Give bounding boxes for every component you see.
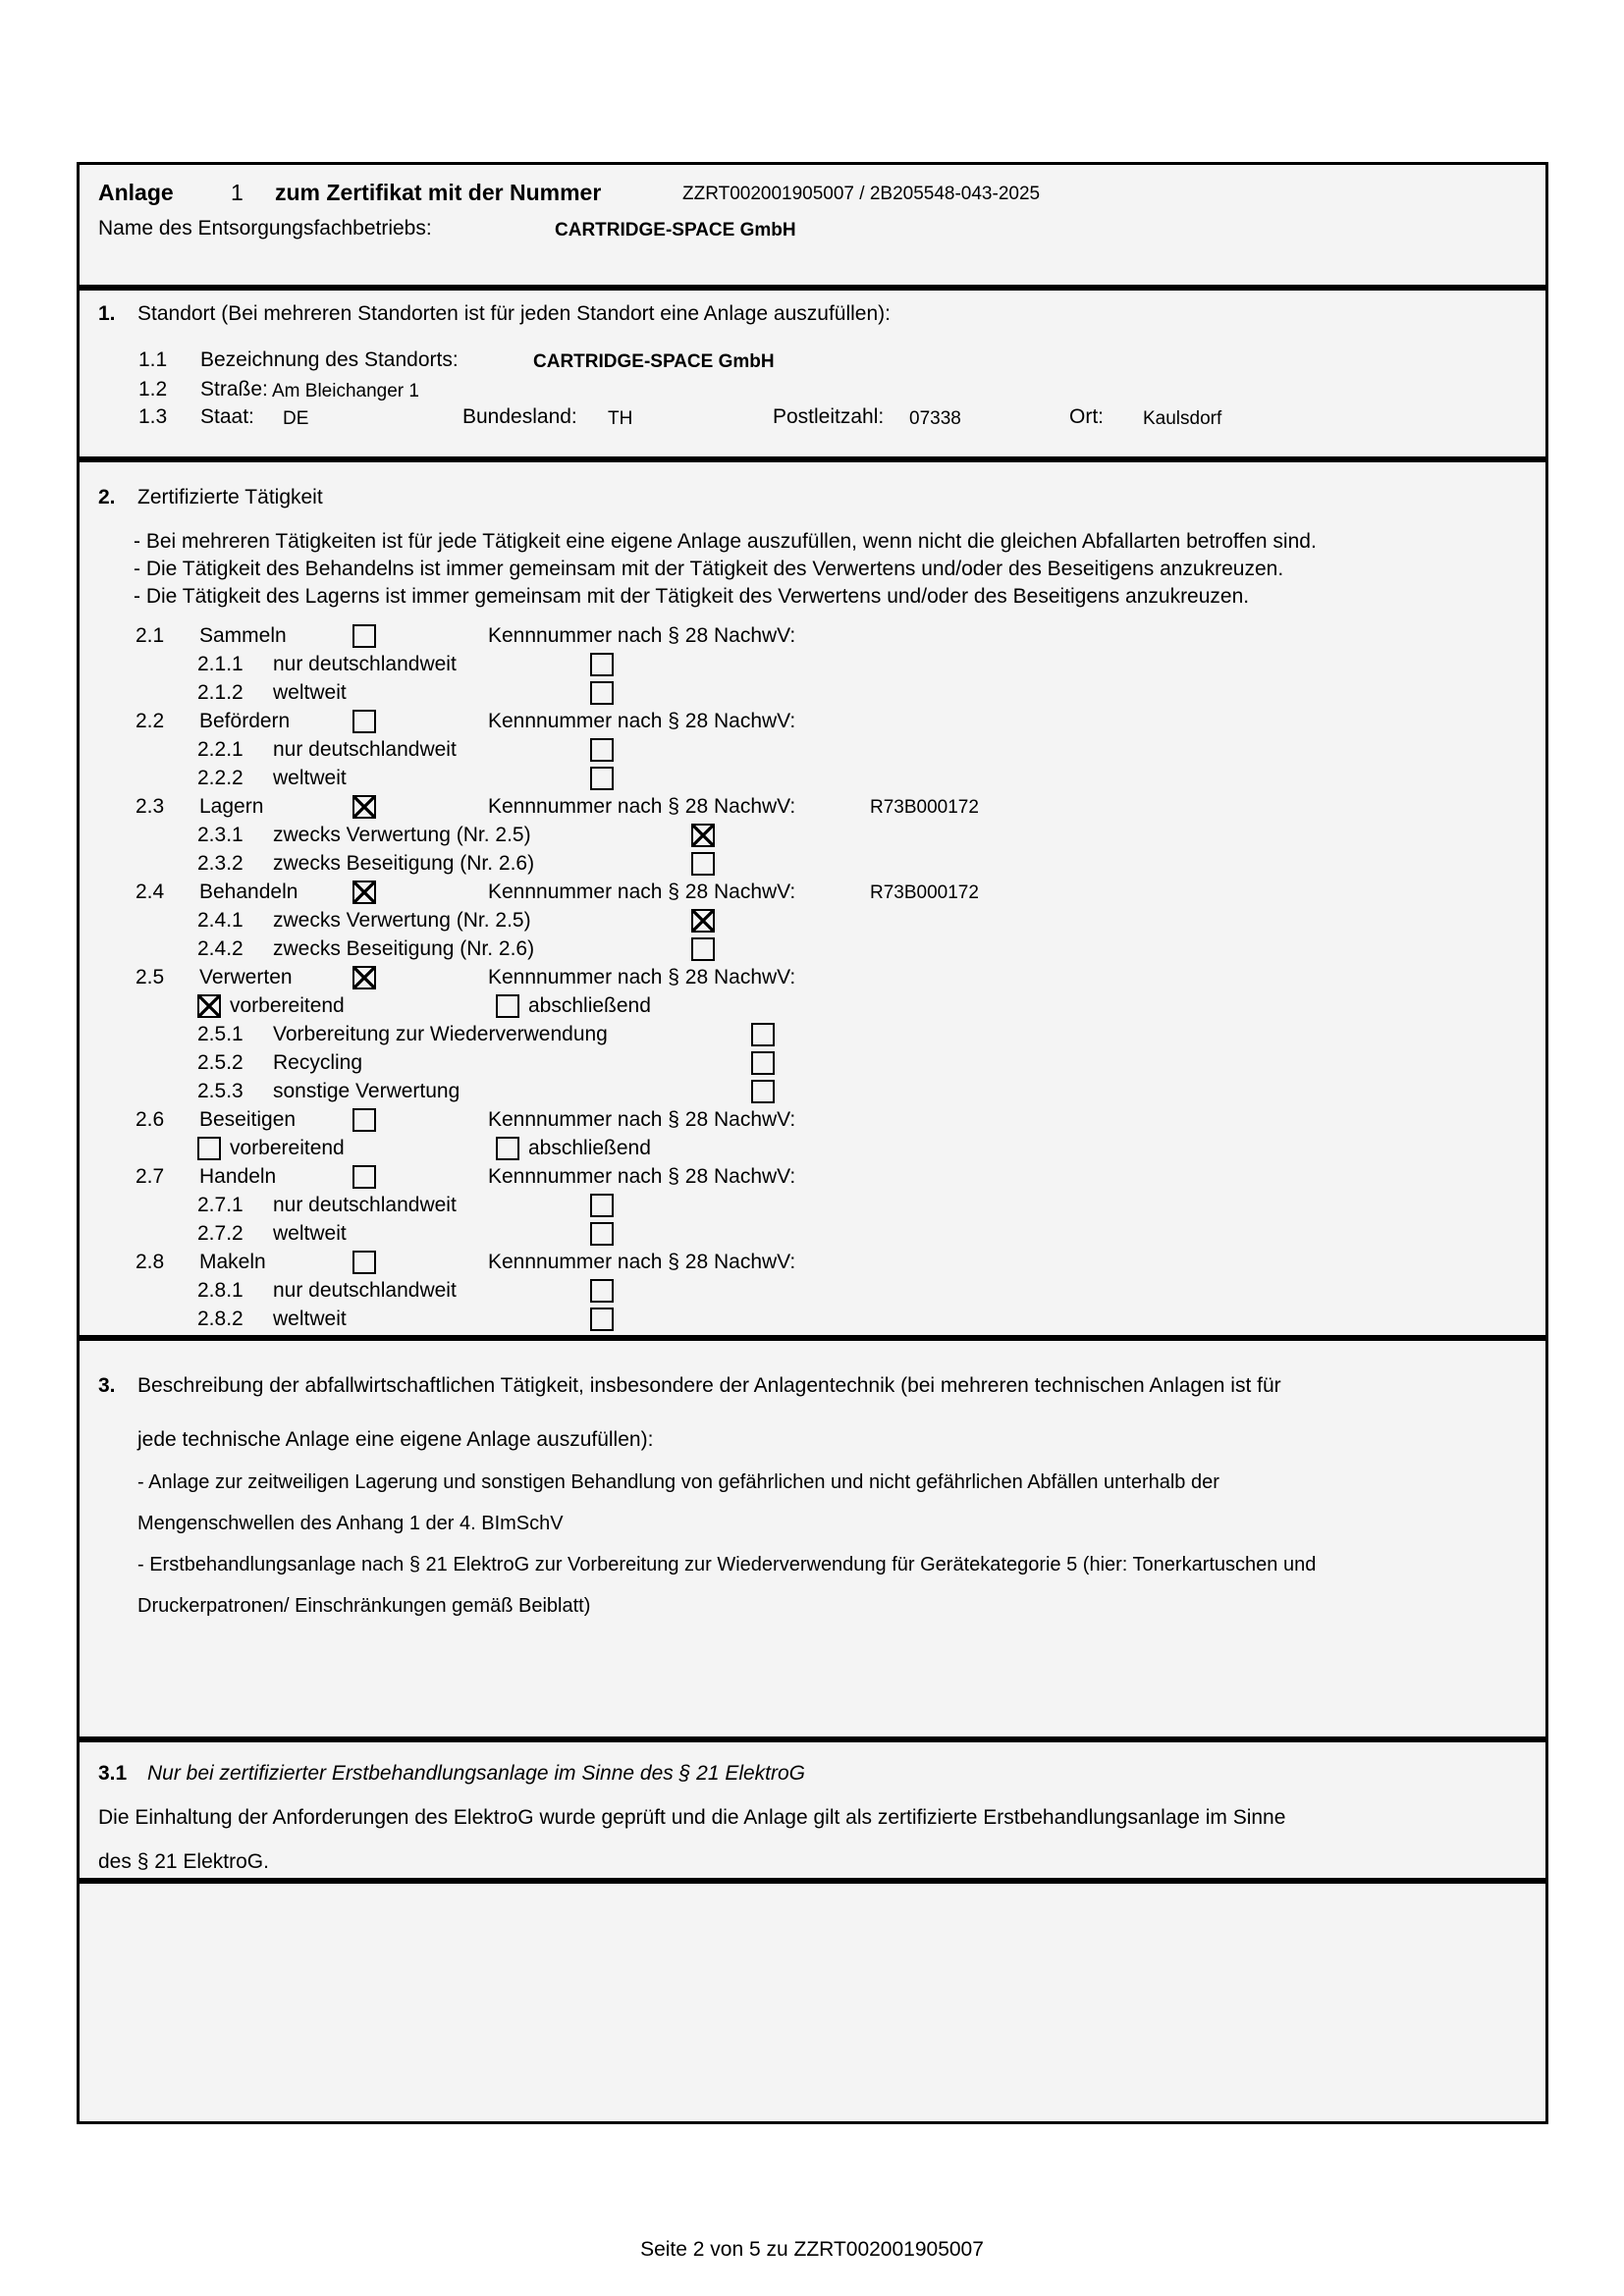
activity-label: nur deutschlandweit bbox=[273, 738, 457, 761]
row-number: 1.3 bbox=[138, 405, 168, 428]
activity-number: 2.3 bbox=[135, 795, 165, 818]
checkbox-vorbereitend[interactable] bbox=[197, 994, 221, 1018]
checkbox-befoerdern[interactable] bbox=[352, 710, 376, 733]
checkbox-lagern[interactable] bbox=[352, 795, 376, 819]
company-name: CARTRIDGE-SPACE GmbH bbox=[555, 220, 796, 240]
anlage-number: 1 bbox=[231, 180, 244, 205]
section3-1-title: Nur bei zertifizierter Erstbehandlungsanlage im Sinne des § 21 ElektroG bbox=[147, 1762, 806, 1785]
checkbox-abschliessend[interactable] bbox=[496, 994, 519, 1018]
activity-row-2-8-1 bbox=[80, 1276, 1545, 1305]
activity-label: nur deutschlandweit bbox=[273, 1279, 457, 1302]
activity-number: 2.7.2 bbox=[197, 1222, 244, 1245]
section2-note: - Die Tätigkeit des Lagerns ist immer gemeinsam mit der Tätigkeit des Verwertens und/oder des Beseitigens anzukreuzen. bbox=[134, 585, 1250, 608]
activity-number: 2.2.2 bbox=[197, 767, 244, 789]
activity-row-2-1 bbox=[80, 621, 1545, 650]
staat-label: Staat: bbox=[200, 405, 254, 428]
activity-label: weltweit bbox=[273, 681, 347, 704]
section3-description-line: - Erstbehandlungsanlage nach § 21 ElektroG zur Vorbereitung zur Wiederverwendung für Gerätekategorie 5 (hier: Tonerkartuschen und bbox=[137, 1554, 1317, 1575]
header-box bbox=[77, 162, 1548, 288]
bundesland-value: TH bbox=[608, 408, 633, 429]
bundesland-label: Bundesland: bbox=[462, 405, 577, 428]
activity-label: nur deutschlandweit bbox=[273, 653, 457, 675]
checkbox-2-8-2[interactable] bbox=[590, 1308, 614, 1331]
row-label: Bezeichnung des Standorts: bbox=[200, 348, 459, 371]
vorbereitend-label: vorbereitend bbox=[230, 994, 345, 1017]
activity-label: Befördern bbox=[199, 710, 291, 732]
activity-label: weltweit bbox=[273, 1308, 347, 1330]
activity-number: 2.5.3 bbox=[197, 1080, 244, 1102]
kennnummer-label: Kennnummer nach § 28 NachwV: bbox=[488, 795, 796, 818]
checkbox-abschliessend[interactable] bbox=[496, 1137, 519, 1160]
abschliessend-label: abschließend bbox=[528, 994, 651, 1017]
section3-title-line: Beschreibung der abfallwirtschaftlichen Tätigkeit, insbesondere der Anlagentechnik (bei mehreren technischen Anlagen ist für bbox=[137, 1374, 1281, 1397]
ort-label: Ort: bbox=[1069, 405, 1104, 428]
activity-row-2-6-prep bbox=[80, 1134, 1545, 1162]
activity-number: 2.1.1 bbox=[197, 653, 244, 675]
activity-row-2-3 bbox=[80, 792, 1545, 821]
checkbox-2-7-2[interactable] bbox=[590, 1222, 614, 1246]
activity-number: 2.4.1 bbox=[197, 909, 244, 932]
activity-row-2-2-2 bbox=[80, 764, 1545, 792]
activity-row-2-7-1 bbox=[80, 1191, 1545, 1219]
activity-row-2-7 bbox=[80, 1162, 1545, 1191]
checkbox-vorbereitend[interactable] bbox=[197, 1137, 221, 1160]
section3-description-line: Druckerpatronen/ Einschränkungen gemäß Beiblatt) bbox=[137, 1595, 591, 1617]
checkbox-2-3-2[interactable] bbox=[691, 852, 715, 876]
activity-label: sonstige Verwertung bbox=[273, 1080, 460, 1102]
section3-1-number: 3.1 bbox=[98, 1762, 128, 1785]
standort-row-strasse bbox=[80, 375, 1545, 404]
checkbox-2-1-2[interactable] bbox=[590, 681, 614, 705]
strasse-value: Am Bleichanger 1 bbox=[272, 381, 419, 401]
checkbox-verwerten[interactable] bbox=[352, 966, 376, 989]
section-elektrog bbox=[77, 1739, 1548, 1881]
checkbox-2-4-1[interactable] bbox=[691, 909, 715, 933]
company-label: Name des Entsorgungsfachbetriebs: bbox=[98, 217, 432, 240]
section2-note: - Bei mehreren Tätigkeiten ist für jede Tätigkeit eine eigene Anlage auszufüllen, wenn nicht die gleichen Abfallarten betroffen sind. bbox=[134, 530, 1317, 553]
activity-row-2-4 bbox=[80, 878, 1545, 906]
activity-label: Lagern bbox=[199, 795, 264, 818]
row-number: 1.1 bbox=[138, 348, 168, 371]
activity-label: zwecks Verwertung (Nr. 2.5) bbox=[273, 909, 531, 932]
activity-label: Behandeln bbox=[199, 881, 298, 903]
vorbereitend-label: vorbereitend bbox=[230, 1137, 345, 1159]
certificate-number: ZZRT002001905007 / 2B205548-043-2025 bbox=[682, 184, 1041, 204]
activity-label: Handeln bbox=[199, 1165, 277, 1188]
row-number: 1.2 bbox=[138, 378, 168, 400]
section3-1-body-line: Die Einhaltung der Anforderungen des ElektroG wurde geprüft und die Anlage gilt als zertifizierte Erstbehandlungsanlage im Sinne bbox=[98, 1806, 1286, 1829]
activity-label: zwecks Beseitigung (Nr. 2.6) bbox=[273, 937, 535, 960]
activity-number: 2.4.2 bbox=[197, 937, 244, 960]
ort-value: Kaulsdorf bbox=[1143, 408, 1222, 429]
kennnummer-label: Kennnummer nach § 28 NachwV: bbox=[488, 881, 796, 903]
checkbox-2-5-2[interactable] bbox=[751, 1051, 775, 1075]
activity-number: 2.4 bbox=[135, 881, 165, 903]
section3-1-body-line: des § 21 ElektroG. bbox=[98, 1850, 269, 1873]
checkbox-handeln[interactable] bbox=[352, 1165, 376, 1189]
staat-value: DE bbox=[283, 408, 309, 429]
activity-number: 2.5.1 bbox=[197, 1023, 244, 1045]
activity-label: nur deutschlandweit bbox=[273, 1194, 457, 1216]
activity-number: 2.3.2 bbox=[197, 852, 244, 875]
activity-number: 2.7 bbox=[135, 1165, 165, 1188]
activity-label: zwecks Beseitigung (Nr. 2.6) bbox=[273, 852, 535, 875]
checkbox-makeln[interactable] bbox=[352, 1251, 376, 1274]
certificate-form bbox=[77, 162, 1548, 2124]
activity-label: Beseitigen bbox=[199, 1108, 297, 1131]
activity-row-2-2 bbox=[80, 707, 1545, 735]
activity-label: Vorbereitung zur Wiederverwendung bbox=[273, 1023, 608, 1045]
activity-number: 2.1.2 bbox=[197, 681, 244, 704]
activity-label: weltweit bbox=[273, 1222, 347, 1245]
activity-row-2-3-2 bbox=[80, 849, 1545, 878]
activity-label: weltweit bbox=[273, 767, 347, 789]
activity-number: 2.8.2 bbox=[197, 1308, 244, 1330]
section3-description-line: Mengenschwellen des Anhang 1 der 4. BImSchV bbox=[137, 1513, 564, 1534]
checkbox-2-8-1[interactable] bbox=[590, 1279, 614, 1303]
header-title: zum Zertifikat mit der Nummer bbox=[275, 180, 602, 205]
abschliessend-label: abschließend bbox=[528, 1137, 651, 1159]
section2-title: Zertifizierte Tätigkeit bbox=[137, 486, 323, 508]
checkbox-2-5-3[interactable] bbox=[751, 1080, 775, 1103]
activity-row-2-4-2 bbox=[80, 934, 1545, 963]
activity-row-2-5-2 bbox=[80, 1048, 1545, 1077]
plz-label: Postleitzahl: bbox=[773, 405, 885, 428]
activity-number: 2.3.1 bbox=[197, 824, 244, 846]
activity-label: Recycling bbox=[273, 1051, 363, 1074]
checkbox-2-5-1[interactable] bbox=[751, 1023, 775, 1046]
section1-title: Standort (Bei mehreren Standorten ist für jeden Standort eine Anlage auszufüllen): bbox=[137, 302, 891, 325]
row-label: Straße: bbox=[200, 378, 268, 400]
section3-title-line: jede technische Anlage eine eigene Anlage auszufüllen): bbox=[137, 1428, 654, 1451]
activity-number: 2.2 bbox=[135, 710, 165, 732]
standort-row-staat bbox=[80, 402, 1545, 432]
checkbox-2-1-1[interactable] bbox=[590, 653, 614, 676]
page-footer: Seite 2 von 5 zu ZZRT002001905007 bbox=[640, 2238, 984, 2261]
section3-description-line: - Anlage zur zeitweiligen Lagerung und sonstigen Behandlung von gefährlichen und nicht gefährlichen Abfällen unterhalb der bbox=[137, 1471, 1219, 1493]
checkbox-2-2-1[interactable] bbox=[590, 738, 614, 762]
activity-label: Sammeln bbox=[199, 624, 287, 647]
activity-row-2-5-prep bbox=[80, 991, 1545, 1020]
activity-row-2-3-1 bbox=[80, 821, 1545, 849]
section-standort bbox=[77, 288, 1548, 459]
activity-number: 2.8 bbox=[135, 1251, 165, 1273]
activity-row-2-8-2 bbox=[80, 1305, 1545, 1333]
activity-label: Verwerten bbox=[199, 966, 293, 988]
activity-row-2-6 bbox=[80, 1105, 1545, 1134]
kennnummer-value: R73B000172 bbox=[870, 882, 979, 903]
activity-label: zwecks Verwertung (Nr. 2.5) bbox=[273, 824, 531, 846]
activity-number: 2.7.1 bbox=[197, 1194, 244, 1216]
kennnummer-label: Kennnummer nach § 28 NachwV: bbox=[488, 966, 796, 988]
standort-name: CARTRIDGE-SPACE GmbH bbox=[533, 351, 775, 372]
section2-number: 2. bbox=[98, 486, 116, 508]
kennnummer-label: Kennnummer nach § 28 NachwV: bbox=[488, 1108, 796, 1131]
checkbox-2-7-1[interactable] bbox=[590, 1194, 614, 1217]
activity-row-2-4-1 bbox=[80, 906, 1545, 934]
kennnummer-value: R73B000172 bbox=[870, 797, 979, 818]
activity-number: 2.1 bbox=[135, 624, 165, 647]
activity-row-2-8 bbox=[80, 1248, 1545, 1276]
checkbox-behandeln[interactable] bbox=[352, 881, 376, 904]
activity-number: 2.8.1 bbox=[197, 1279, 244, 1302]
checkbox-2-4-2[interactable] bbox=[691, 937, 715, 961]
section3-number: 3. bbox=[98, 1374, 116, 1397]
section1-number: 1. bbox=[98, 302, 116, 325]
activity-number: 2.5 bbox=[135, 966, 165, 988]
activity-row-2-5-1 bbox=[80, 1020, 1545, 1048]
kennnummer-label: Kennnummer nach § 28 NachwV: bbox=[488, 1165, 796, 1188]
checkbox-2-3-1[interactable] bbox=[691, 824, 715, 847]
section-beschreibung bbox=[77, 1338, 1548, 1739]
kennnummer-label: Kennnummer nach § 28 NachwV: bbox=[488, 1251, 796, 1273]
activity-row-2-1-2 bbox=[80, 678, 1545, 707]
activity-number: 2.5.2 bbox=[197, 1051, 244, 1074]
activity-number: 2.6 bbox=[135, 1108, 165, 1131]
kennnummer-label: Kennnummer nach § 28 NachwV: bbox=[488, 710, 796, 732]
activity-number: 2.2.1 bbox=[197, 738, 244, 761]
activity-row-2-2-1 bbox=[80, 735, 1545, 764]
checkbox-2-2-2[interactable] bbox=[590, 767, 614, 790]
checkbox-sammeln[interactable] bbox=[352, 624, 376, 648]
activity-row-2-5-3 bbox=[80, 1077, 1545, 1105]
activity-label: Makeln bbox=[199, 1251, 266, 1273]
activity-row-2-1-1 bbox=[80, 650, 1545, 678]
activity-row-2-7-2 bbox=[80, 1219, 1545, 1248]
kennnummer-label: Kennnummer nach § 28 NachwV: bbox=[488, 624, 796, 647]
anlage-label: Anlage bbox=[98, 180, 174, 205]
standort-row-bezeichnung bbox=[80, 346, 1545, 375]
activity-row-2-5 bbox=[80, 963, 1545, 991]
section-taetigkeit bbox=[77, 459, 1548, 1338]
section2-note: - Die Tätigkeit des Behandelns ist immer gemeinsam mit der Tätigkeit des Verwertens und/oder des Beseitigens anzukreuzen. bbox=[134, 558, 1284, 580]
plz-value: 07338 bbox=[909, 408, 961, 429]
checkbox-beseitigen[interactable] bbox=[352, 1108, 376, 1132]
empty-continuation-box bbox=[77, 1881, 1548, 2124]
